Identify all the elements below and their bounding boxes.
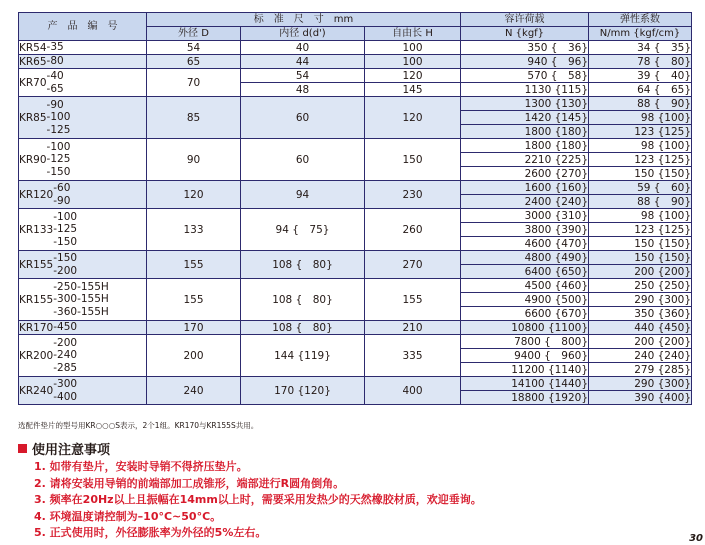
inner-diameter-cell: 54 xyxy=(241,69,365,83)
load-cell: 3000 {310} xyxy=(461,209,589,223)
inner-diameter-cell: 94 xyxy=(241,181,365,209)
model-cell xyxy=(19,279,147,321)
spring-rate-cell: 123 {125} xyxy=(589,153,692,167)
model-cell xyxy=(19,181,147,209)
free-length-cell: 230 xyxy=(365,181,461,209)
spring-rate-cell: 290 {300} xyxy=(589,377,692,391)
header-outer: 外径 D xyxy=(147,27,241,41)
load-cell: 10800 {1100} xyxy=(461,321,589,335)
spring-rate-cell: 150 {150} xyxy=(589,237,692,251)
outer-diameter-cell: 120 xyxy=(147,181,241,209)
model-suffix-list xyxy=(47,141,71,179)
spring-rate-cell: 88 { 90} xyxy=(589,195,692,209)
free-length-cell: 120 xyxy=(365,97,461,139)
outer-diameter-cell: 200 xyxy=(147,335,241,377)
inner-diameter-cell: 60 xyxy=(241,139,365,181)
spring-rate-cell: 98 {100} xyxy=(589,111,692,125)
model-suffix: -250-155H xyxy=(53,280,109,293)
model-suffix: -200 xyxy=(53,336,78,349)
note-item: 2. 请将安装用导销的前端部加工成锥形，端部进行R圆角倒角。 xyxy=(34,476,345,490)
model-cell xyxy=(19,335,147,377)
model-code: KR170 xyxy=(19,321,54,334)
spring-rate-cell: 250 {250} xyxy=(589,279,692,293)
note-item: 3. 频率在20Hz以上且振幅在14mm以上时，需要采用发热少的天然橡胶材质，欢迎垂询。 xyxy=(34,493,482,506)
model-cell xyxy=(19,139,147,181)
model-cell xyxy=(19,41,147,55)
model-code: KR70 xyxy=(19,76,47,89)
outer-diameter-cell: 170 xyxy=(147,321,241,335)
outer-diameter-cell: 133 xyxy=(147,209,241,251)
model-suffix: -90 xyxy=(46,98,64,111)
model-code: KR90 xyxy=(19,153,47,166)
load-cell: 6400 {650} xyxy=(461,265,589,279)
spring-rate-cell: 350 {360} xyxy=(589,307,692,321)
header-load-unit: N {kgf} xyxy=(461,27,589,41)
free-length-cell: 210 xyxy=(365,321,461,335)
model-suffix: -90 xyxy=(53,194,71,207)
free-length-cell: 150 xyxy=(365,139,461,181)
spring-rate-cell: 200 {200} xyxy=(589,265,692,279)
model-cell xyxy=(19,97,147,139)
load-cell: 1600 {160} xyxy=(461,181,589,195)
model-suffix-list xyxy=(53,182,70,207)
model-cell xyxy=(19,55,147,69)
header-model: 产 品 编 号 xyxy=(19,13,147,41)
table-row xyxy=(19,251,692,265)
spring-rate-cell: 64 { 65} xyxy=(589,83,692,97)
footnote: 选配件垫片的型号用KR○○○S表示，2个1组。KR170与KR155S共用。 xyxy=(18,421,259,430)
free-length-cell: 260 xyxy=(365,209,461,251)
model-suffix: -100 xyxy=(53,210,78,223)
inner-diameter-cell: 144 {119} xyxy=(241,335,365,377)
model-cell xyxy=(19,251,147,279)
note-item: 4. 环境温度请控制为–10°C~50°C。 xyxy=(34,509,222,523)
model-suffix: -125 xyxy=(46,123,71,136)
inner-diameter-cell: 108 { 80} xyxy=(241,279,365,321)
inner-diameter-cell: 108 { 80} xyxy=(241,251,365,279)
table-row xyxy=(19,55,692,69)
load-cell: 4900 {500} xyxy=(461,293,589,307)
outer-diameter-cell: 155 xyxy=(147,279,241,321)
model-cell xyxy=(19,69,147,97)
model-suffix: -65 xyxy=(46,82,64,95)
load-cell: 2400 {240} xyxy=(461,195,589,209)
model-suffix-list xyxy=(53,281,109,319)
load-cell: 350 { 36} xyxy=(461,41,589,55)
outer-diameter-cell: 240 xyxy=(147,377,241,405)
table-row xyxy=(19,209,692,223)
table-row xyxy=(19,139,692,153)
free-length-cell: 100 xyxy=(365,55,461,69)
spring-rate-cell: 59 { 60} xyxy=(589,181,692,195)
table-row xyxy=(19,279,692,293)
model-cell xyxy=(19,321,147,335)
model-suffix-list xyxy=(47,99,71,137)
table-row xyxy=(19,321,692,335)
model-suffix-list xyxy=(53,252,77,277)
model-code: KR200 xyxy=(19,349,54,362)
note-item: 5. 正式使用时，外径膨胀率为外径的5%左右。 xyxy=(34,526,267,539)
inner-diameter-cell: 170 {120} xyxy=(241,377,365,405)
outer-diameter-cell: 85 xyxy=(147,97,241,139)
spring-rate-cell: 123 {125} xyxy=(589,125,692,139)
model-code: KR85 xyxy=(19,111,47,124)
load-cell: 7800 { 800} xyxy=(461,335,589,349)
model-suffix-list xyxy=(53,211,77,249)
load-cell: 11200 {1140} xyxy=(461,363,589,377)
table-row xyxy=(19,41,692,55)
load-cell: 6600 {670} xyxy=(461,307,589,321)
load-cell: 18800 {1920} xyxy=(461,391,589,405)
outer-diameter-cell: 65 xyxy=(147,55,241,69)
model-suffix: -60 xyxy=(53,182,71,194)
model-suffix: -125 xyxy=(46,153,71,166)
model-code: KR54 xyxy=(19,41,47,54)
spring-rate-cell: 98 {100} xyxy=(589,209,692,223)
spring-rate-cell: 290 {300} xyxy=(589,293,692,307)
load-cell: 1300 {130} xyxy=(461,97,589,111)
load-cell: 1800 {180} xyxy=(461,139,589,153)
model-suffix: -100 xyxy=(46,140,71,153)
outer-diameter-cell: 155 xyxy=(147,251,241,279)
table-row xyxy=(19,69,692,83)
model-suffix: -200 xyxy=(53,264,78,277)
spring-rate-cell: 279 {285} xyxy=(589,363,692,377)
model-suffix-list xyxy=(47,41,64,54)
spring-rate-cell: 150 {150} xyxy=(589,167,692,181)
spring-rate-cell: 240 {240} xyxy=(589,349,692,363)
table-row xyxy=(19,181,692,195)
spring-rate-cell: 123 {125} xyxy=(589,223,692,237)
section-title xyxy=(18,439,110,458)
free-length-cell: 400 xyxy=(365,377,461,405)
header-spring-unit: N/mm {kgf/cm} xyxy=(589,27,692,41)
model-suffix-list xyxy=(53,337,77,375)
load-cell: 4800 {490} xyxy=(461,251,589,265)
model-cell xyxy=(19,377,147,405)
inner-diameter-cell: 48 xyxy=(241,83,365,97)
outer-diameter-cell: 90 xyxy=(147,139,241,181)
inner-diameter-cell: 44 xyxy=(241,55,365,69)
model-code: KR155 xyxy=(19,258,54,271)
model-code: KR155 xyxy=(19,293,54,306)
free-length-cell: 270 xyxy=(365,251,461,279)
load-cell: 2210 {225} xyxy=(461,153,589,167)
load-cell: 14100 {1440} xyxy=(461,377,589,391)
free-length-cell: 155 xyxy=(365,279,461,321)
model-code: KR133 xyxy=(19,223,54,236)
spring-rate-cell: 34 { 35} xyxy=(589,41,692,55)
load-cell: 1130 {115} xyxy=(461,83,589,97)
spring-rate-cell: 200 {200} xyxy=(589,335,692,349)
load-cell: 1420 {145} xyxy=(461,111,589,125)
load-cell: 570 { 58} xyxy=(461,69,589,83)
outer-diameter-cell: 54 xyxy=(147,41,241,55)
spring-rate-cell: 39 { 40} xyxy=(589,69,692,83)
spring-rate-cell: 390 {400} xyxy=(589,391,692,405)
model-suffix: -285 xyxy=(53,361,78,374)
section-title-text: 使用注意事项 xyxy=(32,443,111,458)
model-suffix: -400 xyxy=(53,390,78,403)
free-length-cell: 145 xyxy=(365,83,461,97)
free-length-cell: 100 xyxy=(365,41,461,55)
model-suffix-list xyxy=(53,321,77,334)
model-cell xyxy=(19,209,147,251)
model-suffix: -80 xyxy=(46,55,64,68)
inner-diameter-cell: 60 xyxy=(241,97,365,139)
header-free-length: 自由长 H xyxy=(365,27,461,41)
load-cell: 3800 {390} xyxy=(461,223,589,237)
spring-rate-cell: 88 { 90} xyxy=(589,97,692,111)
table-row xyxy=(19,97,692,111)
load-cell: 4600 {470} xyxy=(461,237,589,251)
spring-rate-cell: 150 {150} xyxy=(589,251,692,265)
spec-table-body xyxy=(19,41,692,405)
load-cell: 2600 {270} xyxy=(461,167,589,181)
inner-diameter-cell: 108 { 80} xyxy=(241,321,365,335)
model-suffix: -40 xyxy=(46,70,64,82)
header-spring: 弹性系数 xyxy=(589,13,692,27)
free-length-cell: 120 xyxy=(365,69,461,83)
model-suffix: -150 xyxy=(46,165,71,178)
model-suffix: -360-155H xyxy=(53,305,109,318)
page-number: 30 xyxy=(689,533,703,544)
model-code: KR240 xyxy=(19,384,54,397)
usage-notes xyxy=(34,459,482,542)
header-inner: 内径 d(d') xyxy=(241,27,365,41)
free-length-cell: 335 xyxy=(365,335,461,377)
spring-rate-cell: 440 {450} xyxy=(589,321,692,335)
model-suffix-list xyxy=(47,70,64,95)
model-suffix: -450 xyxy=(53,321,78,334)
inner-diameter-cell: 40 xyxy=(241,41,365,55)
load-cell: 4500 {460} xyxy=(461,279,589,293)
model-suffix: -100 xyxy=(46,111,71,124)
model-suffix: -150 xyxy=(53,235,78,248)
inner-diameter-cell: 94 { 75} xyxy=(241,209,365,251)
spec-table xyxy=(18,12,692,405)
header-std-dims: 标 准 尺 寸 mm xyxy=(147,13,461,27)
model-suffix: -150 xyxy=(53,252,78,264)
note-item: 1. 如带有垫片，安装时导销不得挤压垫片。 xyxy=(34,460,248,473)
model-suffix: -35 xyxy=(46,41,64,54)
model-suffix: -240 xyxy=(53,349,78,362)
load-cell: 1800 {180} xyxy=(461,125,589,139)
model-suffix: -300-155H xyxy=(53,293,109,306)
model-suffix: -125 xyxy=(53,223,78,236)
spring-rate-cell: 98 {100} xyxy=(589,139,692,153)
model-suffix-list xyxy=(53,378,77,403)
model-code: KR120 xyxy=(19,188,54,201)
model-code: KR65 xyxy=(19,55,47,68)
spring-rate-cell: 78 { 80} xyxy=(589,55,692,69)
model-suffix-list xyxy=(47,55,64,68)
table-row xyxy=(19,335,692,349)
load-cell: 9400 { 960} xyxy=(461,349,589,363)
outer-diameter-cell: 70 xyxy=(147,69,241,97)
header-load: 容许荷载 xyxy=(461,13,589,27)
model-suffix: -300 xyxy=(53,378,78,390)
table-row xyxy=(19,377,692,391)
red-square-icon xyxy=(18,444,27,453)
load-cell: 940 { 96} xyxy=(461,55,589,69)
